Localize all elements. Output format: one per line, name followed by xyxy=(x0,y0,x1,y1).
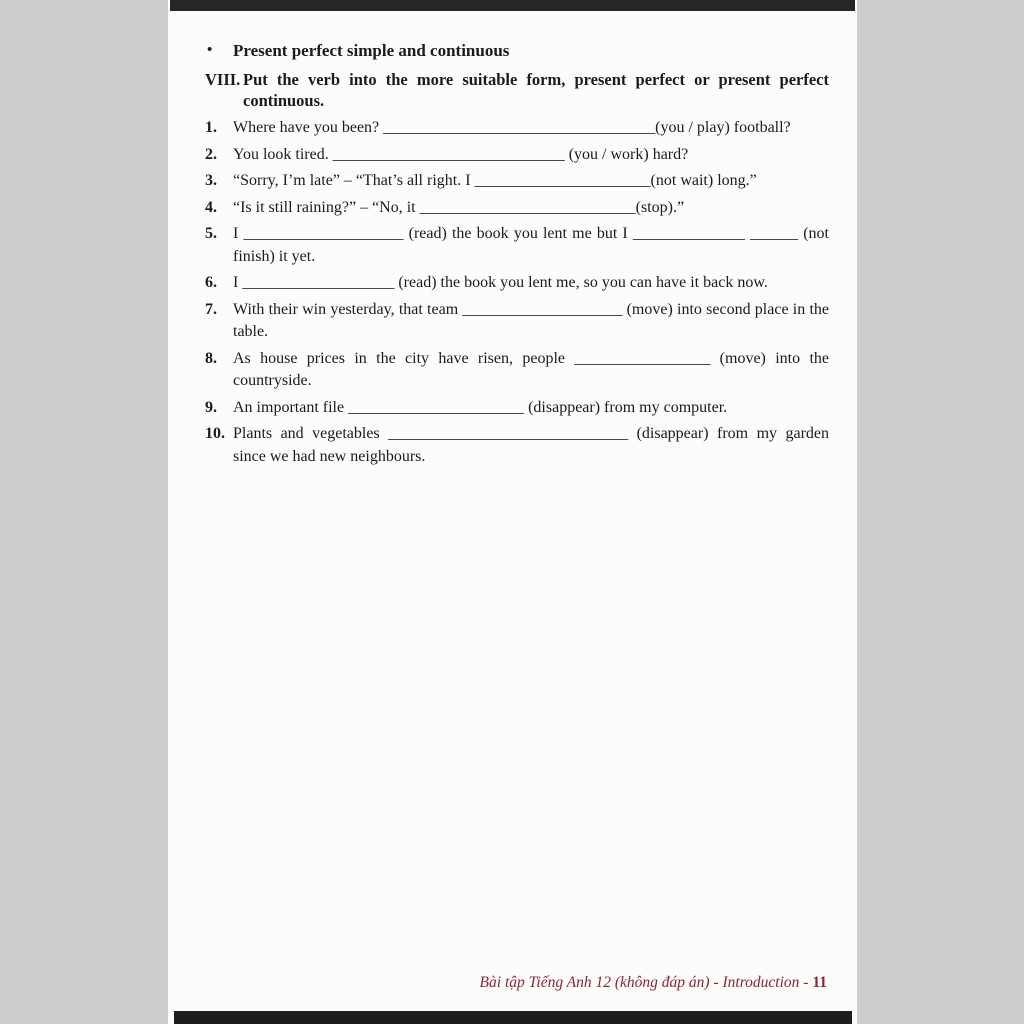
exercise-item xyxy=(205,144,829,167)
item-text: As house prices in the city have risen, people _________________ (move) into the countryside. xyxy=(233,349,829,389)
item-number: 9. xyxy=(205,398,217,416)
item-number: 4. xyxy=(205,198,217,216)
exercise-item xyxy=(205,423,829,468)
item-text: I ___________________ (read) the book you lent me, so you can have it back now. xyxy=(233,274,768,291)
page-number: 11 xyxy=(812,974,827,991)
item-text: Where have you been? __________________________________(you / play) football? xyxy=(233,119,791,136)
item-number: 1. xyxy=(205,119,217,136)
bullet-icon: • xyxy=(207,42,213,58)
exercise-item xyxy=(205,397,829,420)
item-number: 10. xyxy=(205,425,225,442)
item-text: Plants and vegetables ______________________________ (disappear) from my garden since we had new neighbours. xyxy=(233,425,829,465)
exercise-item xyxy=(205,223,829,268)
item-number: 2. xyxy=(205,145,217,163)
item-number: 5. xyxy=(205,225,217,242)
topic-heading-text: Present perfect simple and continuous xyxy=(233,41,510,60)
exercise-item xyxy=(205,197,829,220)
page-top-edge-bar xyxy=(170,0,855,11)
exercise-item xyxy=(205,170,829,193)
item-number: 8. xyxy=(205,349,217,367)
exercise-item xyxy=(205,272,829,295)
topic-heading xyxy=(205,40,829,62)
page-footer xyxy=(480,974,827,992)
item-text: With their win yesterday, that team ____________________ (move) into second place in the table. xyxy=(233,300,829,340)
page-content xyxy=(205,40,829,472)
exercise-items xyxy=(205,117,829,468)
book-page xyxy=(168,0,857,1024)
item-number: 7. xyxy=(205,300,217,318)
footer-text: Bài tập Tiếng Anh 12 (không đáp án) - Introduction - xyxy=(479,974,813,991)
item-number: 6. xyxy=(205,274,217,291)
page-bottom-edge-bar xyxy=(174,1011,852,1024)
item-number: 3. xyxy=(205,172,217,189)
exercise-heading xyxy=(205,69,829,111)
exercise-item xyxy=(205,348,829,393)
exercise-instruction: Put the verb into the more suitable form, present perfect or present perfect continuous. xyxy=(243,70,829,110)
item-text: An important file ______________________ (disappear) from my computer. xyxy=(233,398,728,416)
exercise-item xyxy=(205,117,829,140)
item-text: “Is it still raining?” – “No, it ___________________________(stop).” xyxy=(233,198,685,216)
item-text: I ____________________ (read) the book you lent me but I ______________ ______ (not finish) it yet. xyxy=(233,225,829,265)
exercise-number-label: VIII. xyxy=(205,70,241,89)
item-text: You look tired. _____________________________ (you / work) hard? xyxy=(233,145,689,163)
item-text: “Sorry, I’m late” – “That’s all right. I ______________________(not wait) long.” xyxy=(233,172,757,189)
exercise-item xyxy=(205,299,829,344)
